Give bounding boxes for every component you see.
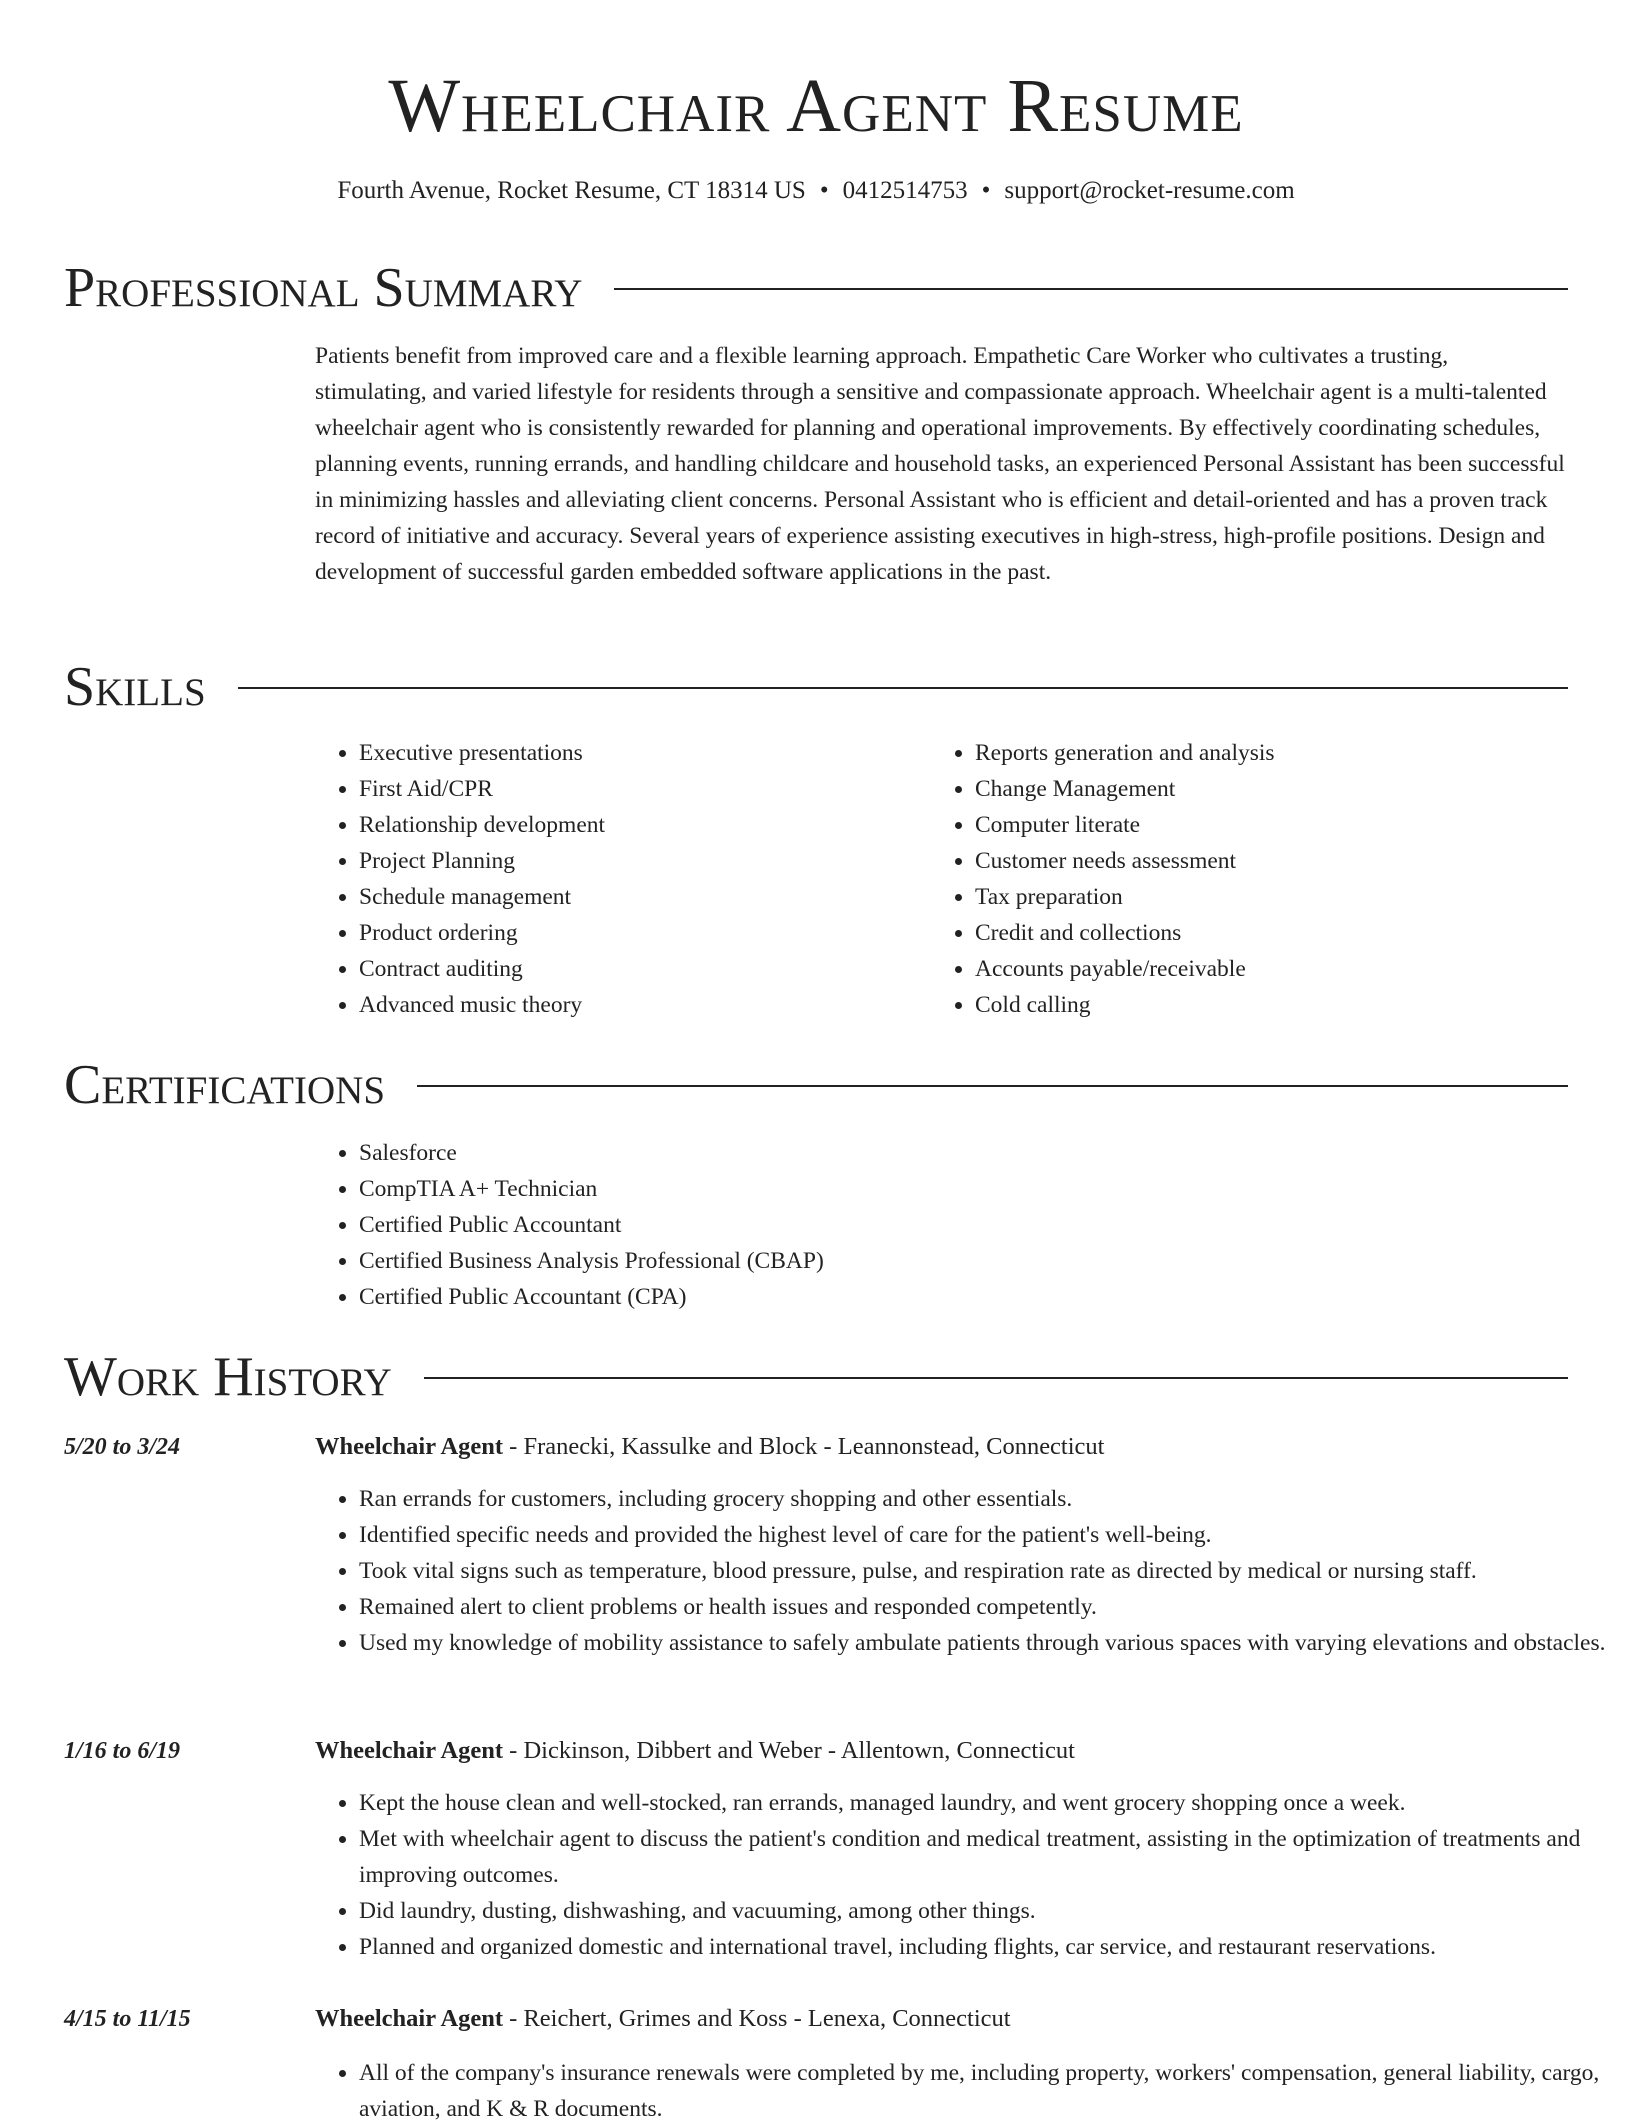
skill-item: • First Aid/CPR xyxy=(359,771,919,807)
certification-item: • Certified Public Accountant xyxy=(359,1207,1559,1243)
skills-list-left xyxy=(315,735,919,1023)
job-duty-item: • Kept the house clean and well-stocked, ran errands, managed laundry, and went grocery shopping once a week. xyxy=(359,1785,1609,1821)
job-company: - Dickinson, Dibbert and Weber - Allentown, Connecticut xyxy=(503,1737,1075,1764)
section-divider xyxy=(238,687,1568,689)
skill-item: • Change Management xyxy=(975,771,1595,807)
job-duty-item: • Met with wheelchair agent to discuss the patient's condition and medical treatment, assisting in the optimization of treatments and improving outcomes. xyxy=(359,1821,1609,1893)
work-heading: Work History xyxy=(64,1346,392,1408)
job-duty-item: • Used my knowledge of mobility assistance to safely ambulate patients through various spaces with varying elevations and obstacles. xyxy=(359,1625,1629,1661)
job-role: Wheelchair Agent xyxy=(315,1433,504,1460)
job-duty-item: • Ran errands for customers, including grocery shopping and other essentials. xyxy=(359,1481,1629,1517)
contact-separator: • xyxy=(981,177,991,204)
job-company: - Reichert, Grimes and Koss - Lenexa, Connecticut xyxy=(503,2005,1011,2032)
certifications-list xyxy=(315,1135,1559,1315)
job-duty-item: • Took vital signs such as temperature, blood pressure, pulse, and respiration rate as directed by medical or nursing staff. xyxy=(359,1553,1629,1589)
job-role: Wheelchair Agent xyxy=(315,2005,504,2032)
skill-item: • Schedule management xyxy=(359,879,919,915)
skills-list-right xyxy=(931,735,1595,1023)
job-dates: 4/15 to 11/15 xyxy=(64,2006,191,2032)
contact-separator: • xyxy=(819,177,829,204)
skill-item: • Product ordering xyxy=(359,915,919,951)
skill-item: • Relationship development xyxy=(359,807,919,843)
section-divider xyxy=(614,288,1568,290)
job-duty-item: • Remained alert to client problems or health issues and responded competently. xyxy=(359,1589,1629,1625)
certifications-heading: Certifications xyxy=(64,1054,386,1116)
job-duty-item: • Identified specific needs and provided the highest level of care for the patient's well-being. xyxy=(359,1517,1629,1553)
work-section-heading xyxy=(64,1345,1568,1409)
skill-item: • Executive presentations xyxy=(359,735,919,771)
job-dates: 5/20 to 3/24 xyxy=(64,1434,181,1460)
summary-section-heading xyxy=(64,256,1568,320)
job-company: - Franecki, Kassulke and Block - Leannonstead, Connecticut xyxy=(503,1433,1105,1460)
skill-item: • Credit and collections xyxy=(975,915,1595,951)
job-title-line xyxy=(315,1429,1104,1465)
job-role: Wheelchair Agent xyxy=(315,1737,504,1764)
contact-email: support@rocket-resume.com xyxy=(1004,177,1295,204)
job-duties-list xyxy=(315,1481,1629,1661)
skill-item: • Tax preparation xyxy=(975,879,1595,915)
skill-item: • Reports generation and analysis xyxy=(975,735,1595,771)
certification-item: • Certified Public Accountant (CPA) xyxy=(359,1279,1559,1315)
job-duty-item: • Did laundry, dusting, dishwashing, and vacuuming, among other things. xyxy=(359,1893,1609,1929)
job-duties-list xyxy=(315,2055,1609,2127)
section-divider xyxy=(417,1085,1568,1087)
skill-item: • Accounts payable/receivable xyxy=(975,951,1595,987)
contact-phone: 0412514753 xyxy=(842,177,968,204)
job-duties-list xyxy=(315,1785,1609,1965)
skill-item: • Advanced music theory xyxy=(359,987,919,1023)
certification-item: • Certified Business Analysis Professional (CBAP) xyxy=(359,1243,1559,1279)
certifications-section-heading xyxy=(64,1053,1568,1117)
skill-item: • Contract auditing xyxy=(359,951,919,987)
summary-heading: Professional Summary xyxy=(64,257,583,319)
job-title-line xyxy=(315,1733,1075,1769)
skill-item: • Computer literate xyxy=(975,807,1595,843)
contact-line xyxy=(0,174,1632,208)
job-title-line xyxy=(315,2001,1011,2037)
job-duty-item: • All of the company's insurance renewals were completed by me, including property, workers' compensation, general liability, cargo, aviation, and K & R documents. xyxy=(359,2055,1609,2127)
summary-text: Patients benefit from improved care and a flexible learning approach. Empathetic Care Worker who cultivates a trusting, stimulating, and varied lifestyle for residents through a sensitive and compassionate approach. Wheelchair agent is a multi-talented wheelchair agent who is consistently rewarded for planning and operational improvements. By effectively coordinating schedules, planning events, running errands, and handling childcare and household tasks, an experienced Personal Assistant has been successful in minimizing hassles and alleviating client concerns. Personal Assistant who is efficient and detail-oriented and has a proven track record of initiative and accuracy. Several years of experience assisting executives in high-stress, high-profile positions. Design and development of successful garden embedded software applications in the past. xyxy=(315,343,1565,585)
section-divider xyxy=(424,1377,1568,1379)
skills-section-heading xyxy=(64,655,1568,719)
certification-item: • Salesforce xyxy=(359,1135,1559,1171)
skills-heading: Skills xyxy=(64,656,206,718)
skill-item: • Cold calling xyxy=(975,987,1595,1023)
resume-title: Wheelchair Agent Resume xyxy=(388,64,1244,148)
skill-item: • Project Planning xyxy=(359,843,919,879)
job-dates: 1/16 to 6/19 xyxy=(64,1738,181,1764)
contact-address: Fourth Avenue, Rocket Resume, CT 18314 US xyxy=(337,177,806,204)
job-duty-item: • Planned and organized domestic and international travel, including flights, car service, and restaurant reservations. xyxy=(359,1929,1609,1965)
certification-item: • CompTIA A+ Technician xyxy=(359,1171,1559,1207)
skill-item: • Customer needs assessment xyxy=(975,843,1595,879)
